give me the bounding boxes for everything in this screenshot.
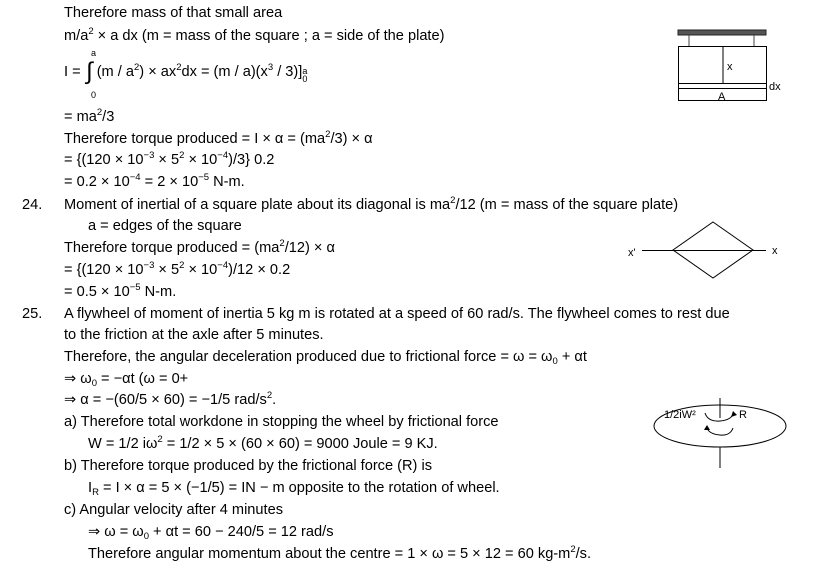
superscript: −5 bbox=[198, 172, 210, 183]
integral-sign: ∫ bbox=[86, 58, 93, 85]
plate-figure bbox=[678, 30, 781, 103]
superscript: −4 bbox=[129, 172, 141, 183]
text-segment: = 1/2 × 5 × (60 × 60) = 9000 Joule = 9 KJ. bbox=[162, 436, 438, 452]
text-segment: . bbox=[272, 392, 277, 408]
text-segment: = 2 × 10 bbox=[140, 174, 199, 190]
exponent: 2 bbox=[133, 62, 140, 73]
text-segment: ⇒ ω bbox=[64, 371, 92, 387]
text-segment: Therefore, the angular deceleration produced due to frictional force = ω = ω bbox=[64, 349, 553, 365]
text-segment: × a dx (m = mass of the square ; a = side of the plate) bbox=[93, 28, 445, 44]
integral-upper-limit: a bbox=[91, 48, 97, 58]
superscript: 2 bbox=[266, 390, 273, 401]
question-number: 24. bbox=[22, 197, 43, 213]
text-segment: Therefore torque produced = I × α = (ma bbox=[64, 131, 326, 147]
integral-term: (m / a bbox=[96, 64, 134, 80]
text-segment: = I × α = 5 × (−1/5) = IN − m opposite to the rotation of wheel. bbox=[98, 480, 500, 496]
axis-right-label: x bbox=[772, 245, 778, 257]
text-segment: a = edges of the square bbox=[88, 218, 242, 234]
superscript: 2 bbox=[179, 150, 185, 161]
axis-left-label: x' bbox=[628, 247, 636, 259]
text-segment: Therefore mass of that small area bbox=[64, 5, 283, 21]
text-segment: A flywheel of moment of inertia 5 kg m is rotated at a speed of 60 rad/s. The flywheel comes to rest due bbox=[64, 306, 730, 322]
text-segment: = 0.2 × 10 bbox=[64, 174, 130, 190]
text-segment: × 5 bbox=[154, 262, 180, 278]
superscript: 2 bbox=[157, 434, 163, 445]
subscript: 0 bbox=[143, 531, 149, 542]
text-segment: c) Angular velocity after 4 minutes bbox=[64, 502, 284, 518]
text-segment: Moment of inertial of a square plate about its diagonal is ma bbox=[64, 197, 451, 213]
question-number: 25. bbox=[22, 306, 43, 322]
text-segment: ⇒ α = −(60/5 × 60) = −1/5 rad/s bbox=[64, 392, 267, 408]
superscript: −5 bbox=[129, 282, 141, 293]
superscript: 2 bbox=[88, 26, 94, 37]
text-segment: )/12 × 0.2 bbox=[228, 262, 291, 278]
diagonal-figure bbox=[628, 222, 778, 278]
text-segment: = {(120 × 10 bbox=[64, 152, 144, 168]
superscript: −3 bbox=[143, 150, 155, 161]
flywheel-figure bbox=[654, 398, 786, 468]
text-segment: a) Therefore total workdone in stopping the wheel by frictional force bbox=[64, 414, 499, 430]
text-segment: )/3} 0.2 bbox=[228, 152, 275, 168]
text-segment: Therefore angular momentum about the centre = 1 × ω = 5 × 12 = 60 kg-m bbox=[88, 546, 571, 562]
text-segment: × 5 bbox=[154, 152, 180, 168]
eval-lower: 0 bbox=[302, 74, 308, 84]
text-segment: /s. bbox=[575, 546, 592, 562]
integral-lhs: I = bbox=[64, 64, 85, 80]
superscript: 2 bbox=[450, 195, 456, 206]
rotation-arrow bbox=[707, 428, 733, 435]
text-segment: Therefore torque produced = (ma bbox=[64, 240, 280, 256]
exponent: 2 bbox=[176, 62, 182, 73]
text-segment: = −αt (ω = 0+ bbox=[96, 371, 189, 387]
text-segment: + αt = 60 − 240/5 = 12 rad/s bbox=[149, 524, 334, 540]
text-segment: I bbox=[88, 480, 93, 496]
integral-term: dx = (m / a)(x bbox=[181, 64, 268, 80]
dx-label: dx bbox=[769, 81, 781, 93]
a-label: A bbox=[718, 91, 726, 103]
text-segment: = {(120 × 10 bbox=[64, 262, 144, 278]
text-segment: ⇒ ω = ω bbox=[88, 524, 144, 540]
integral-term: / 3)] bbox=[273, 64, 303, 80]
integral-lower-limit: 0 bbox=[91, 90, 97, 100]
superscript: 2 bbox=[570, 544, 576, 555]
superscript: −4 bbox=[217, 260, 229, 271]
superscript: 2 bbox=[96, 107, 103, 118]
text-segment: W = 1/2 iω bbox=[88, 436, 158, 452]
subscript: 0 bbox=[91, 378, 97, 389]
text-segment: × 10 bbox=[184, 152, 218, 168]
text-segment: /3 bbox=[102, 109, 115, 125]
text-segment: + αt bbox=[557, 349, 587, 365]
exponent: 3 bbox=[267, 62, 274, 73]
energy-label: 1/2iW² bbox=[664, 409, 696, 421]
text-segment: N-m. bbox=[140, 284, 177, 300]
text-segment: /12) × α bbox=[284, 240, 335, 256]
text-segment: /3) × α bbox=[330, 131, 373, 147]
superscript: −3 bbox=[143, 260, 155, 271]
superscript: 2 bbox=[179, 260, 185, 271]
x-label: x bbox=[727, 61, 733, 73]
text-segment: × 10 bbox=[184, 262, 218, 278]
support-bar bbox=[678, 30, 766, 35]
arrow-head bbox=[731, 411, 737, 417]
text-segment: /12 (m = mass of the square plate) bbox=[455, 197, 679, 213]
superscript: 2 bbox=[325, 129, 331, 140]
text-segment: = ma bbox=[64, 109, 97, 125]
text-segment: b) Therefore torque produced by the frictional force (R) is bbox=[64, 458, 432, 474]
arrow-head bbox=[704, 425, 710, 430]
r-label: R bbox=[739, 409, 747, 421]
subscript: 0 bbox=[552, 356, 558, 367]
text-segment: to the friction at the axle after 5 minutes. bbox=[64, 327, 324, 343]
text-segment: = 0.5 × 10 bbox=[64, 284, 130, 300]
superscript: −4 bbox=[217, 150, 229, 161]
rotation-arrow bbox=[705, 413, 733, 421]
text-segment: N-m. bbox=[209, 174, 245, 190]
superscript: 2 bbox=[279, 238, 285, 249]
integral-term: ) × ax bbox=[139, 64, 177, 80]
text-segment: m/a bbox=[64, 28, 89, 44]
eval-upper: a bbox=[302, 66, 308, 76]
subscript: R bbox=[92, 487, 99, 498]
